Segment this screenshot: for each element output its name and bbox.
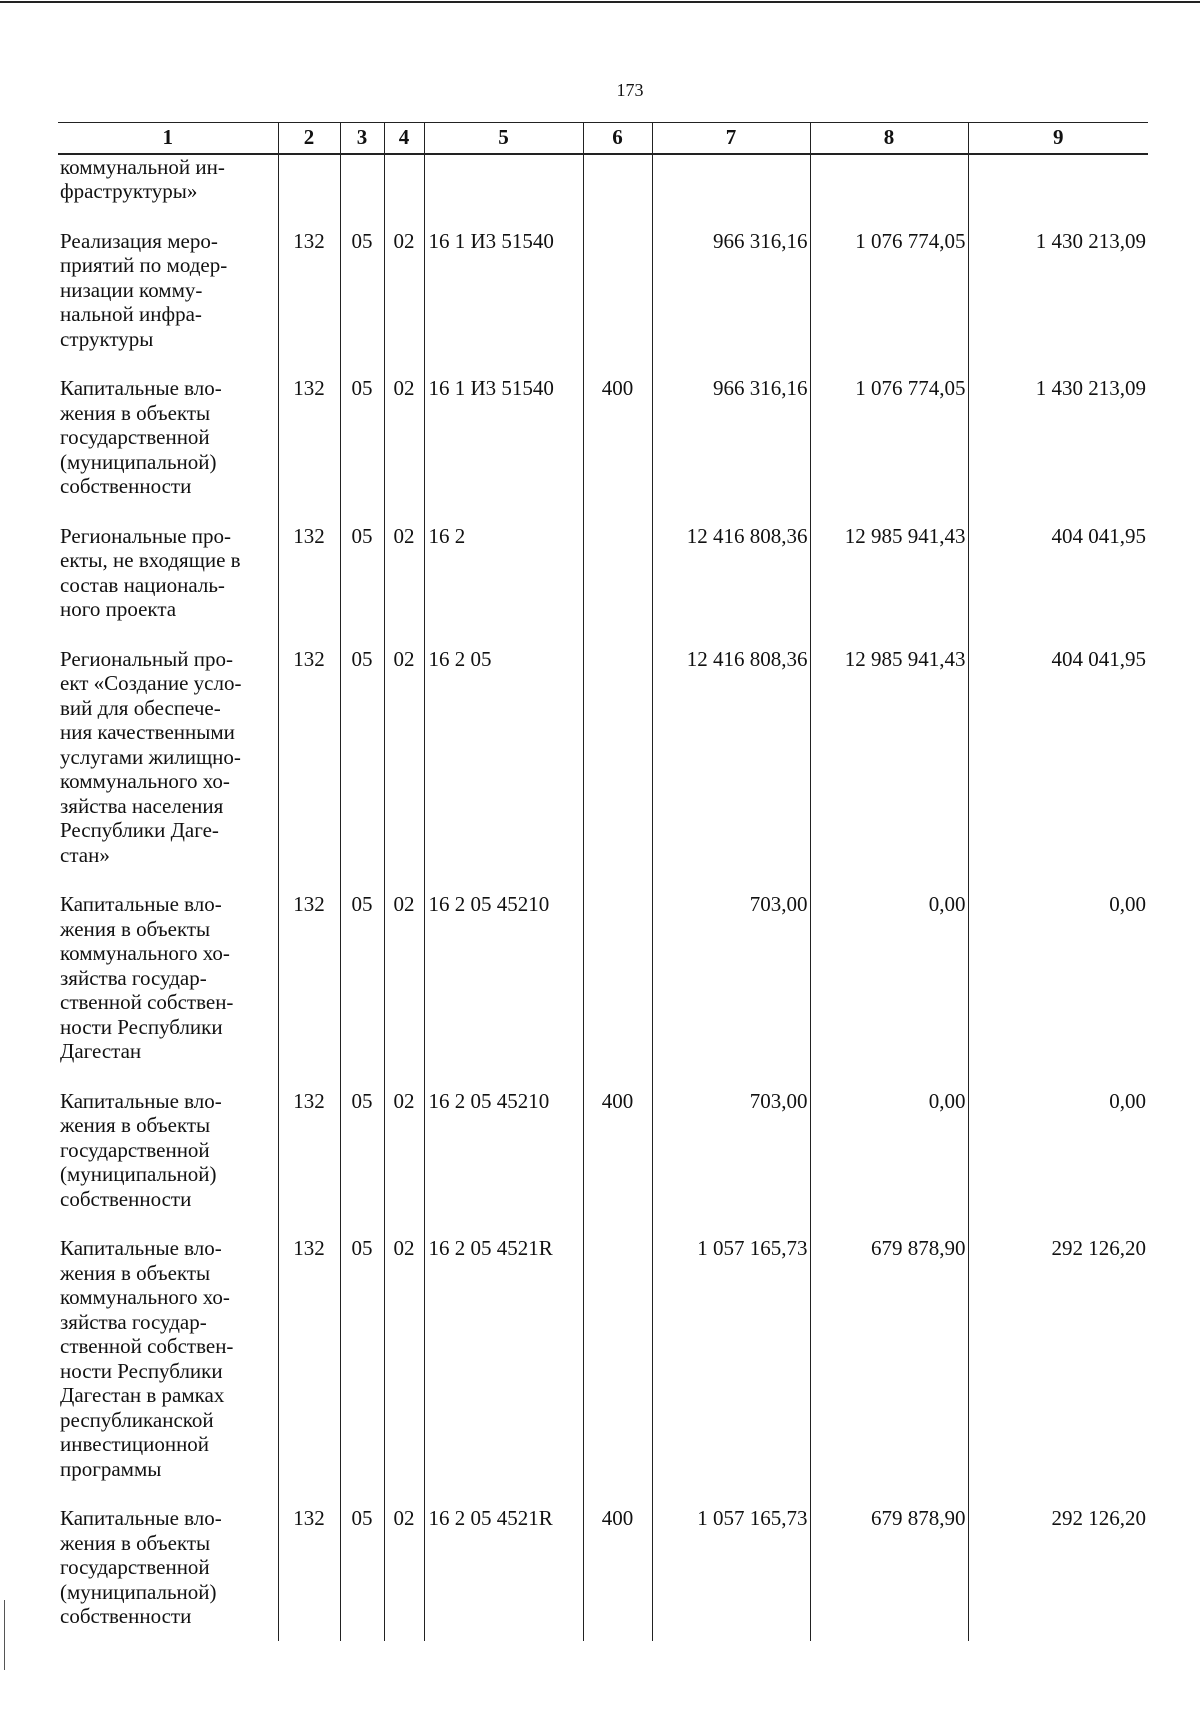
row-admin-code-cell: 132 <box>278 1506 340 1641</box>
table-row <box>58 154 1148 229</box>
row-subsection-cell: 02 <box>384 524 424 647</box>
row-section-cell: 05 <box>340 892 384 1089</box>
row-amount-year2-cell: 0,00 <box>810 892 968 1089</box>
row-name-cell: Региональный про- ект «Создание усло- вий для обеспече- ния качественными услугами жилищно- коммунального хо- зяйства населения Республики Даге- стан» <box>60 646 242 867</box>
header-row <box>58 123 1148 154</box>
row-amount-year3-cell <box>968 154 1148 229</box>
row-amount-year1-cell: 1 057 165,73 <box>652 1506 810 1641</box>
row-admin-code-cell: 132 <box>278 892 340 1089</box>
table-row <box>58 524 1148 647</box>
row-amount-year3-cell: 404 041,95 <box>968 647 1148 893</box>
row-amount-year1-cell: 703,00 <box>652 1089 810 1237</box>
row-name-cell: Капитальные вло- жения в объекты коммунального хо- зяйства государ- ственной собствен- ности Республики Дагестан в рамках республиканской инвестиционной программы <box>60 1236 234 1481</box>
header-col-9: 9 <box>968 123 1148 154</box>
row-section-cell: 05 <box>340 647 384 893</box>
scan-border-top <box>0 1 1200 3</box>
row-amount-year3-cell: 1 430 213,09 <box>968 376 1148 524</box>
table-row <box>58 1089 1148 1237</box>
header-col-6: 6 <box>583 123 652 154</box>
row-amount-year2-cell: 1 076 774,05 <box>810 229 968 377</box>
row-amount-year2-cell: 0,00 <box>810 1089 968 1237</box>
row-admin-code-cell: 132 <box>278 1089 340 1237</box>
row-expense-type-cell <box>583 892 652 1089</box>
header-col-7: 7 <box>652 123 810 154</box>
row-target-article-cell: 16 2 05 45210 <box>424 1089 583 1237</box>
row-subsection-cell: 02 <box>384 229 424 377</box>
row-expense-type-cell <box>583 647 652 893</box>
row-name-cell: Капитальные вло- жения в объекты государственной (муниципальной) собственности <box>60 376 222 498</box>
table-row <box>58 376 1148 524</box>
row-amount-year2-cell: 679 878,90 <box>810 1236 968 1506</box>
row-admin-code-cell <box>278 154 340 229</box>
row-name-cell: коммунальной ин- фраструктуры» <box>60 154 225 203</box>
row-amount-year1-cell: 966 316,16 <box>652 376 810 524</box>
row-target-article-cell: 16 1 И3 51540 <box>424 229 583 377</box>
row-amount-year2-cell: 1 076 774,05 <box>810 376 968 524</box>
row-target-article-cell: 16 1 И3 51540 <box>424 376 583 524</box>
row-name-cell: Региональные про- екты, не входящие в состав националь- ного проекта <box>60 523 241 621</box>
row-amount-year1-cell: 12 416 808,36 <box>652 647 810 893</box>
row-subsection-cell: 02 <box>384 647 424 893</box>
row-target-article-cell: 16 2 05 45210 <box>424 892 583 1089</box>
row-admin-code-cell: 132 <box>278 376 340 524</box>
row-amount-year2-cell: 12 985 941,43 <box>810 647 968 893</box>
row-section-cell: 05 <box>340 376 384 524</box>
row-amount-year3-cell: 404 041,95 <box>968 524 1148 647</box>
table-row <box>58 647 1148 893</box>
budget-table-container <box>58 122 1148 1628</box>
row-amount-year1-cell: 966 316,16 <box>652 229 810 377</box>
table-row <box>58 1236 1148 1506</box>
row-amount-year2-cell <box>810 154 968 229</box>
table-header <box>58 123 1148 154</box>
row-admin-code-cell: 132 <box>278 229 340 377</box>
row-amount-year3-cell: 292 126,20 <box>968 1236 1148 1506</box>
scan-mark-left <box>4 1600 5 1670</box>
row-subsection-cell: 02 <box>384 1236 424 1506</box>
row-target-article-cell: 16 2 05 4521R <box>424 1236 583 1506</box>
row-admin-code-cell: 132 <box>278 524 340 647</box>
table-row <box>58 1506 1148 1641</box>
table-row <box>58 229 1148 377</box>
row-amount-year3-cell: 1 430 213,09 <box>968 229 1148 377</box>
header-col-5: 5 <box>424 123 583 154</box>
row-section-cell: 05 <box>340 1506 384 1641</box>
table-body <box>58 154 1148 1641</box>
row-expense-type-cell <box>583 229 652 377</box>
row-amount-year3-cell: 0,00 <box>968 892 1148 1089</box>
row-name-cell: Капитальные вло- жения в объекты коммунального хо- зяйства государ- ственной собствен- ности Республики Дагестан <box>60 892 234 1063</box>
row-target-article-cell <box>424 154 583 229</box>
row-subsection-cell: 02 <box>384 892 424 1089</box>
header-col-2: 2 <box>278 123 340 154</box>
row-section-cell: 05 <box>340 1089 384 1237</box>
row-subsection-cell: 02 <box>384 1506 424 1641</box>
row-amount-year1-cell: 12 416 808,36 <box>652 524 810 647</box>
row-amount-year3-cell: 0,00 <box>968 1089 1148 1237</box>
row-target-article-cell: 16 2 05 <box>424 647 583 893</box>
row-name-cell: Капитальные вло- жения в объекты государственной (муниципальной) собственности <box>60 1506 222 1628</box>
row-target-article-cell: 16 2 05 4521R <box>424 1506 583 1641</box>
row-section-cell <box>340 154 384 229</box>
header-col-1: 1 <box>58 123 278 154</box>
row-subsection-cell <box>384 154 424 229</box>
table-row <box>58 892 1148 1089</box>
row-amount-year1-cell <box>652 154 810 229</box>
row-amount-year1-cell: 1 057 165,73 <box>652 1236 810 1506</box>
row-section-cell: 05 <box>340 229 384 377</box>
row-expense-type-cell <box>583 524 652 647</box>
page-number: 173 <box>616 80 644 100</box>
row-name-cell: Капитальные вло- жения в объекты государственной (муниципальной) собственности <box>60 1088 222 1211</box>
row-expense-type-cell: 400 <box>583 376 652 524</box>
header-col-8: 8 <box>810 123 968 154</box>
row-expense-type-cell: 400 <box>583 1089 652 1237</box>
row-subsection-cell: 02 <box>384 1089 424 1237</box>
row-section-cell: 05 <box>340 1236 384 1506</box>
row-name-cell: Реализация меро- приятий по модер- низации комму- нальной инфра- структуры <box>60 228 228 351</box>
row-target-article-cell: 16 2 <box>424 524 583 647</box>
row-admin-code-cell: 132 <box>278 647 340 893</box>
row-admin-code-cell: 132 <box>278 1236 340 1506</box>
row-subsection-cell: 02 <box>384 376 424 524</box>
row-amount-year3-cell: 292 126,20 <box>968 1506 1148 1641</box>
header-col-3: 3 <box>340 123 384 154</box>
header-col-4: 4 <box>384 123 424 154</box>
row-section-cell: 05 <box>340 524 384 647</box>
row-amount-year2-cell: 679 878,90 <box>810 1506 968 1641</box>
budget-table <box>58 122 1148 1641</box>
row-amount-year1-cell: 703,00 <box>652 892 810 1089</box>
row-amount-year2-cell: 12 985 941,43 <box>810 524 968 647</box>
row-expense-type-cell: 400 <box>583 1506 652 1641</box>
row-expense-type-cell <box>583 1236 652 1506</box>
row-expense-type-cell <box>583 154 652 229</box>
